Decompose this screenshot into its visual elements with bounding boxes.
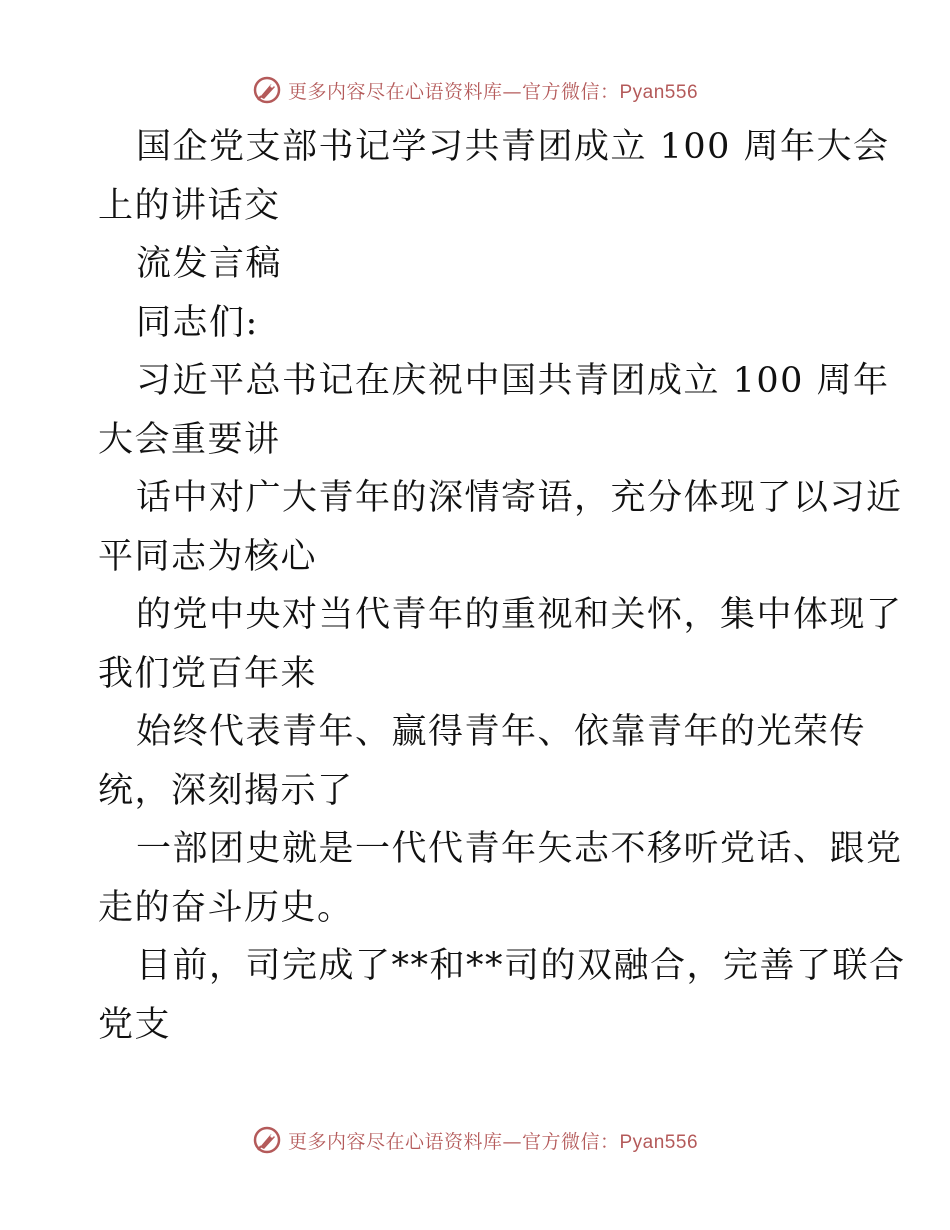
- body-line: 走的奋斗历史。: [98, 887, 354, 928]
- body-line: 流发言稿: [136, 244, 283, 284]
- body-line: 习近平总书记在庆祝中国共青团成立 100 周年: [136, 361, 890, 401]
- document-body: [98, 118, 906, 1054]
- header-watermark: [0, 70, 950, 110]
- body-line: 的党中央对当代青年的重视和关怀，集中体现了: [136, 595, 903, 635]
- body-line: 大会重要讲: [98, 419, 281, 460]
- body-line: 话中对广大青年的深情寄语，充分体现了以习近: [136, 478, 903, 518]
- body-line: 一部团史就是一代代青年矢志不移听党话、跟党: [136, 829, 903, 869]
- pen-nib-logo-icon: [252, 75, 282, 105]
- salutation: 同志们:: [136, 302, 259, 343]
- watermark-text: 更多内容尽在心语资料库—官方微信：Pyan556: [287, 1130, 699, 1153]
- body-line: 统，深刻揭示了: [98, 770, 354, 811]
- body-line: 我们党百年来: [98, 653, 318, 694]
- watermark-text: 更多内容尽在心语资料库—官方微信：Pyan556: [287, 80, 699, 103]
- body-line: 始终代表青年、赢得青年、依靠青年的光荣传: [136, 712, 867, 752]
- body-line: 国企党支部书记学习共青团成立 100 周年大会: [136, 127, 890, 167]
- pen-nib-logo-icon: [252, 1125, 282, 1155]
- footer-watermark: [0, 1120, 950, 1160]
- body-line: 上的讲话交: [98, 185, 281, 226]
- body-line: 目前，司完成了**和**司的双融合，完善了联合: [136, 946, 906, 986]
- body-line: 党支: [98, 1004, 172, 1045]
- body-line: 平同志为核心: [98, 536, 318, 577]
